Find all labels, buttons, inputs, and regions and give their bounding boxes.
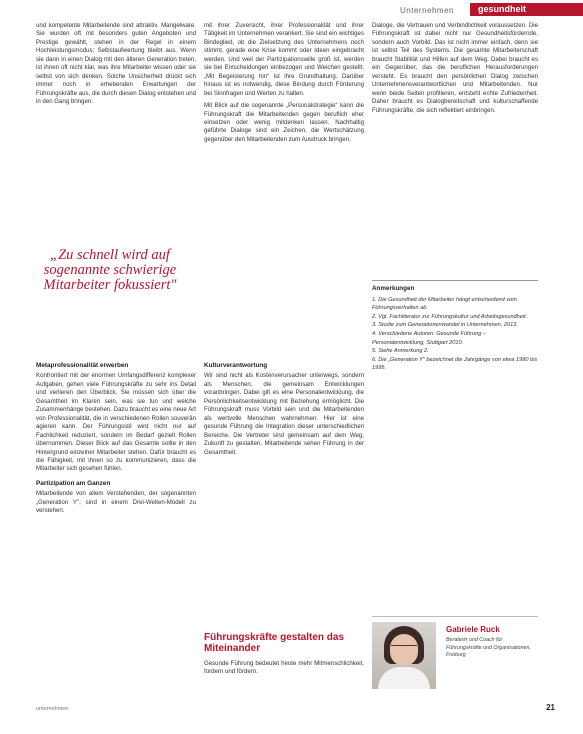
column-2-last — [204, 660, 364, 681]
pull-quote: „Zu schnell wird auf sogenannte schwierige Mitarbeiter fokussiert" — [43, 247, 177, 293]
column-2-lower — [204, 362, 364, 461]
paragraph: Wir sind nicht als Kostenverursacher unterwegs, sondern als Menschen, die gemeinsam Entwicklungen voranbringen. Dabei gilt es eine Personalentwicklung, die Persönlichkeitsentwicklung mit Beziehung ermöglicht. Die Führungskraft muss Vorbild sein und die Mitarbeitenden als wertvolle Menschen wahrnehmen. Hier ist eine gesunde Führung die Integration dieser unterschiedlichen Bereiche. Die Vertreter sind gemeinsam auf dem Weg, Zukunft zu gestalten. Mitarbeitende sehen Führung in der Gesamtheit. — [204, 372, 364, 456]
paragraph: Mit Blick auf die sogenannte „Personalstrategie“ kann die Führungskraft die Mitarbeitenden gegen beruflich eher einsetzen oder wenig mitdenken lassen. Nachhaltig geführte Dialoge sind ein Zeichen, die Wertschätzung gegenüber den Mitarbeitenden zum Ausdruck bringen. — [204, 102, 364, 143]
note-item: 3. Studie zum Generationenwandel in Unternehmen, 2013. — [372, 322, 518, 329]
note-item: 1. Die Gesundheit der Mitarbeiter hängt entscheidend vom Führungsverhalten ab. — [372, 296, 517, 312]
author-photo — [372, 622, 436, 689]
notes-block — [372, 285, 538, 373]
note-item: 6. Die „Generation Y" bezeichnet die Jahrgänge von etwa 1980 bis 1995. — [372, 356, 538, 372]
paragraph: Konfrontiert mit der enormen Umfangsdifferenz komplexer Aufgaben, gehen viele Führungskräfte zu sehr ins Detail und verlieren den Überblick. Sie müssen sich über die Gesamtheit im Klaren sein, was sie tun und welche Zusammenhänge bestehen. Dazu braucht es eine neue Art von Professionalität, die in verschiedenen Rollen souverän agieren kann. Der Führungsstil wird nicht nur auf Fachlichkeit reduziert, sondern im Bedarf gezielt Rollen übernommen. Dieser Blick auf das Gesamte sollte in den Hintergrund einzelner Mitarbeiter stehen. Dafür braucht es die Fähigkeit, mit ihnen so zu kommunizieren, dass die Mitarbeiter sich gesehen fühlen. — [36, 372, 196, 473]
author-bio: Beraterin und Coach für Führungskräfte und Organisationen, Freiburg — [446, 637, 531, 658]
paragraph: und kompetente Mitarbeitende sind attraktiv. Mangelware. Sie wurden oft mit besonders guten Angeboten und Prestige gewählt, stehen in der Regel in einem Hochleistungsmodus; Selbstaufwertung bleibt aus. Wenn sie dann in einen Dialog mit den älteren Generation treten, ist ihnen oft nicht klar, was ihre Mitarbeiter wissen oder sie selbst von sich denken. Solche Unsicherheit drückt sich immer noch in erhebenden Erwartungen der Führungskräfte aus, die durch diesen Dialog entstehen und in den Gang bringen. — [36, 22, 196, 106]
author-box — [372, 616, 538, 691]
paragraph: Gesunde Führung bedeutet heute mehr Mitmenschlichkeit, fordern und fördern. — [204, 660, 364, 676]
paragraph: Mitarbeitende von allem Verstehenden, der sogenannten „Generation Y", sind in einem Drei-Welten-Modell zu verstehen. — [36, 490, 196, 515]
note-item: 4. Verschiedene Autoren: Gesunde Führung – Personalentwicklung, Stuttgart 2010. — [372, 330, 487, 346]
column-1 — [36, 22, 196, 111]
section-tab: gesundheit — [470, 3, 583, 16]
divider — [372, 280, 538, 281]
author-name: Gabriele Ruck — [446, 625, 500, 634]
subheading: Metaprofessionalität erwerben — [36, 362, 129, 369]
subheading: Partizipation am Ganzen — [36, 479, 111, 487]
column-2 — [204, 22, 364, 148]
column-1-lower — [36, 362, 196, 520]
note-item: 2. Vgl. Fachliteratur zur Führungskultur und Arbeitsgesundheit. — [372, 313, 528, 320]
notes-heading: Anmerkungen — [372, 285, 415, 292]
paragraph: mit ihrer Zuversicht, ihrer Professionalität und ihrer Tätigkeit im Unternehmen verankert. Sie sind ein wichtiges Bindeglied, ob die Zielsetzung des Unternehmens noch stimmt, gerade eine Krise kommt oder Ideen eingebracht werden. Und weil der Partizipationswille groß ist, werden sie bei Entscheidungen einbezogen und Weichen gestellt. „Mit Begeisterung hin“ ist ihre Grundhaltung. Darüber hinaus ist es notwendig, diese Bindung durch Förderung bei Sinnfragen und Werten zu halten. — [204, 22, 364, 97]
paragraph: Dialoge, die Vertrauen und Verbindlichkeit voraussetzen. Die Führungskraft ist dabei nicht nur Gesundheitsfördernde, sondern auch Vorbild. Das ist nicht immer einfach, denn sie ist selbst Teil des Systems. Die gesamte Mitarbeiterschaft braucht Stabilität und Hilfen auf dem Weg. Dabei braucht es ein Gegenüber, das die beruflichen Herausforderungen versteht. Es braucht den persönlichen Dialog zwischen Unternehmensverantwortlichen und Mitarbeitenden. Nur wenn beide Seiten profitieren, entsteht echte Zufriedenheit. Daher braucht es Dialogbereitschaft und kulturschaffende Führungskräfte, die sich reflektiert einbringen. — [372, 22, 538, 114]
section-heading: Führungskräfte gestalten das Miteinander — [204, 632, 345, 654]
subheading: Kulturverantwortung — [204, 362, 268, 369]
note-item: 5. Siehe Anmerkung 2. — [372, 348, 429, 355]
page-number: 21 — [546, 703, 555, 712]
column-3 — [372, 22, 538, 119]
footer-label: unternehmen — [36, 706, 69, 712]
header-section-label: Unternehmen — [400, 6, 454, 15]
